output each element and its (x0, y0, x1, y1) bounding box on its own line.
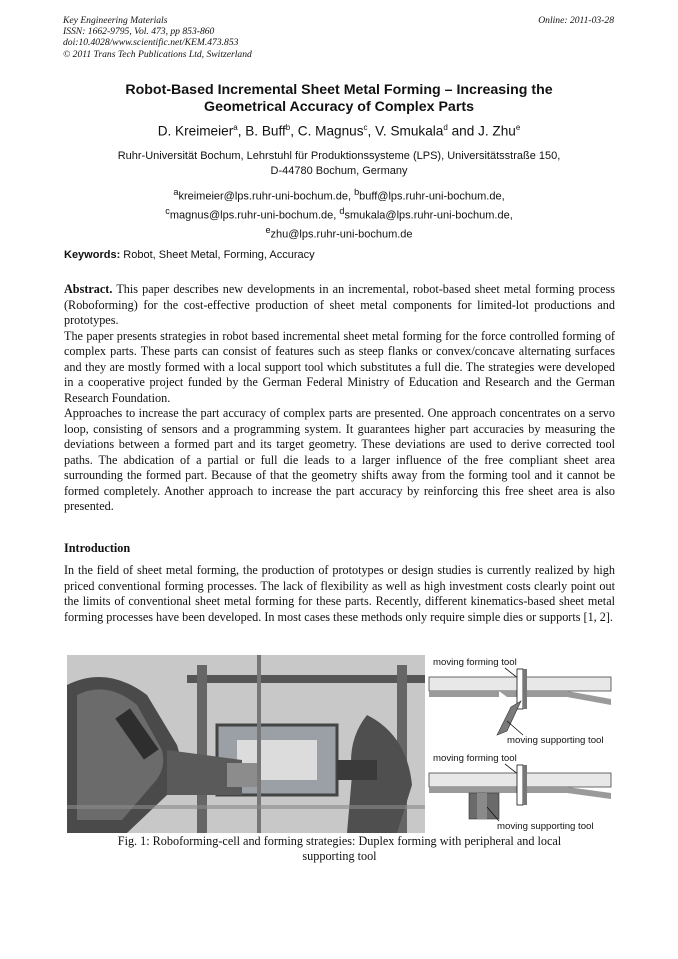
author-emails (60, 185, 618, 242)
figure-1 (67, 655, 613, 833)
author-list (60, 123, 618, 139)
affiliation (60, 149, 618, 179)
author-4: , V. Smukala (367, 123, 444, 139)
robot-photo-illustration (67, 655, 425, 833)
copyright-line: © 2011 Trans Tech Publications Ltd, Switzerland (63, 48, 252, 60)
label-top-supporting-tool: moving supporting tool (507, 735, 604, 746)
issn-line: ISSN: 1662-9795, Vol. 473, pp 853-860 (63, 26, 215, 38)
abstract-paragraph-2: The paper presents strategies in robot based incremental sheet metal forming for the force controlled forming of complex parts. These parts can consist of features such as steep flanks or convex/concave alternating surfaces and they are mostly formed with a local support tool which substitutes a full die. The strategies were developed in a cooperative project funded by the German Federal Ministry of Education and Research and the German Research Foundation. (64, 328, 615, 405)
online-date: Online: 2011-03-28 (538, 15, 614, 26)
email-line-1 (60, 185, 618, 204)
doi-line: doi:10.4028/www.scientific.net/KEM.473.853 (63, 37, 239, 49)
email-4-mark: d (339, 206, 345, 217)
caption-line-2: supporting tool (302, 849, 377, 863)
journal-header (63, 15, 252, 60)
title-line-2: Geometrical Accuracy of Complex Parts (204, 99, 474, 115)
email-2-mark: b (354, 187, 360, 197)
author-1-mark: a (233, 123, 238, 132)
keywords (64, 249, 315, 261)
email-2[interactable]: buff@lps.ruhr-uni-bochum.de, (359, 190, 505, 203)
abstract-label: Abstract. (64, 282, 113, 296)
author-1: D. Kreimeier (157, 123, 234, 139)
figure-1-caption (64, 834, 615, 864)
author-2: , B. Buff (237, 123, 286, 139)
introduction-section (64, 563, 615, 625)
author-3-mark: c (363, 123, 368, 132)
label-bottom-supporting-tool: moving supporting tool (497, 821, 594, 832)
label-top-forming-tool: moving forming tool (433, 657, 517, 668)
abstract-paragraph-3: Approaches to increase the part accuracy of complex parts are presented. One approach concentrates on a servo loop, consisting of sensors and a programming system. It guarantees higher part accuracies by measuring the deviations between a formed part and its target geometry. These deviations are used to derive corrected tool paths. The abdication of a partial or full die leads to a larger influence of the free compliant sheet area surrounding the formed part. Because of that the geometry shifts away from the forming tool and it cannot be formed completely. Another approach to increase the part accuracy by reinforcing this free sheet area is also presented. (64, 406, 615, 513)
author-2-mark: b (285, 123, 291, 132)
paper-title (60, 82, 618, 116)
email-1-mark: a (173, 187, 179, 197)
introduction-heading: Introduction (64, 541, 131, 555)
author-5-mark: e (515, 123, 521, 132)
caption-line-1: Fig. 1: Roboforming-cell and forming strategies: Duplex forming with peripheral and local (117, 834, 562, 848)
author-4-mark: d (443, 123, 448, 132)
email-5[interactable]: zhu@lps.ruhr-uni-bochum.de (270, 228, 413, 241)
keywords-text: Robot, Sheet Metal, Forming, Accuracy (120, 249, 315, 261)
abstract-section (64, 282, 615, 515)
abstract-text-1: This paper describes new developments in an incremental, robot-based sheet metal forming process (Roboforming) for the cost-effective production of sheet metal components for limited-lot productions and prototypes. (64, 282, 615, 327)
author-5: and J. Zhu (447, 123, 516, 139)
keywords-label: Keywords: (64, 249, 121, 261)
email-1[interactable]: kreimeier@lps.ruhr-uni-bochum.de, (178, 190, 355, 203)
author-3: , C. Magnus (290, 123, 364, 139)
abstract-paragraph-1 (64, 282, 615, 329)
email-5-mark: e (265, 225, 271, 236)
forming-strategies-diagram (427, 655, 613, 833)
title-line-1: Robot-Based Incremental Sheet Metal Forming – Increasing the (125, 82, 553, 98)
affiliation-line-1: Ruhr-Universität Bochum, Lehrstuhl für Produktionssysteme (LPS), Universitätsstraße 150, (117, 150, 561, 162)
email-line-2 (60, 204, 618, 223)
journal-name: Key Engineering Materials (63, 15, 168, 26)
email-line-3 (60, 223, 618, 242)
affiliation-line-2: D-44780 Bochum, Germany (270, 165, 408, 177)
forming-strategy-sketch (427, 655, 613, 833)
introduction-paragraph-1: In the field of sheet metal forming, the production of prototypes or design studies is currently realized by high priced conventional forming processes. The lack of flexibility as well as high investment costs clearly point out the limits of conventional sheet metal forming for these parts. Recently, different kinematics-based sheet metal forming processes have been developed. In most cases these methods only require simple dies or supports [1, 2]. (64, 563, 615, 624)
label-bottom-forming-tool: moving forming tool (433, 753, 517, 764)
email-4[interactable]: smukala@lps.ruhr-uni-bochum.de, (344, 209, 513, 222)
email-3-mark: c (165, 206, 170, 217)
email-3[interactable]: magnus@lps.ruhr-uni-bochum.de, (169, 209, 340, 222)
roboforming-cell-photo (67, 655, 425, 833)
